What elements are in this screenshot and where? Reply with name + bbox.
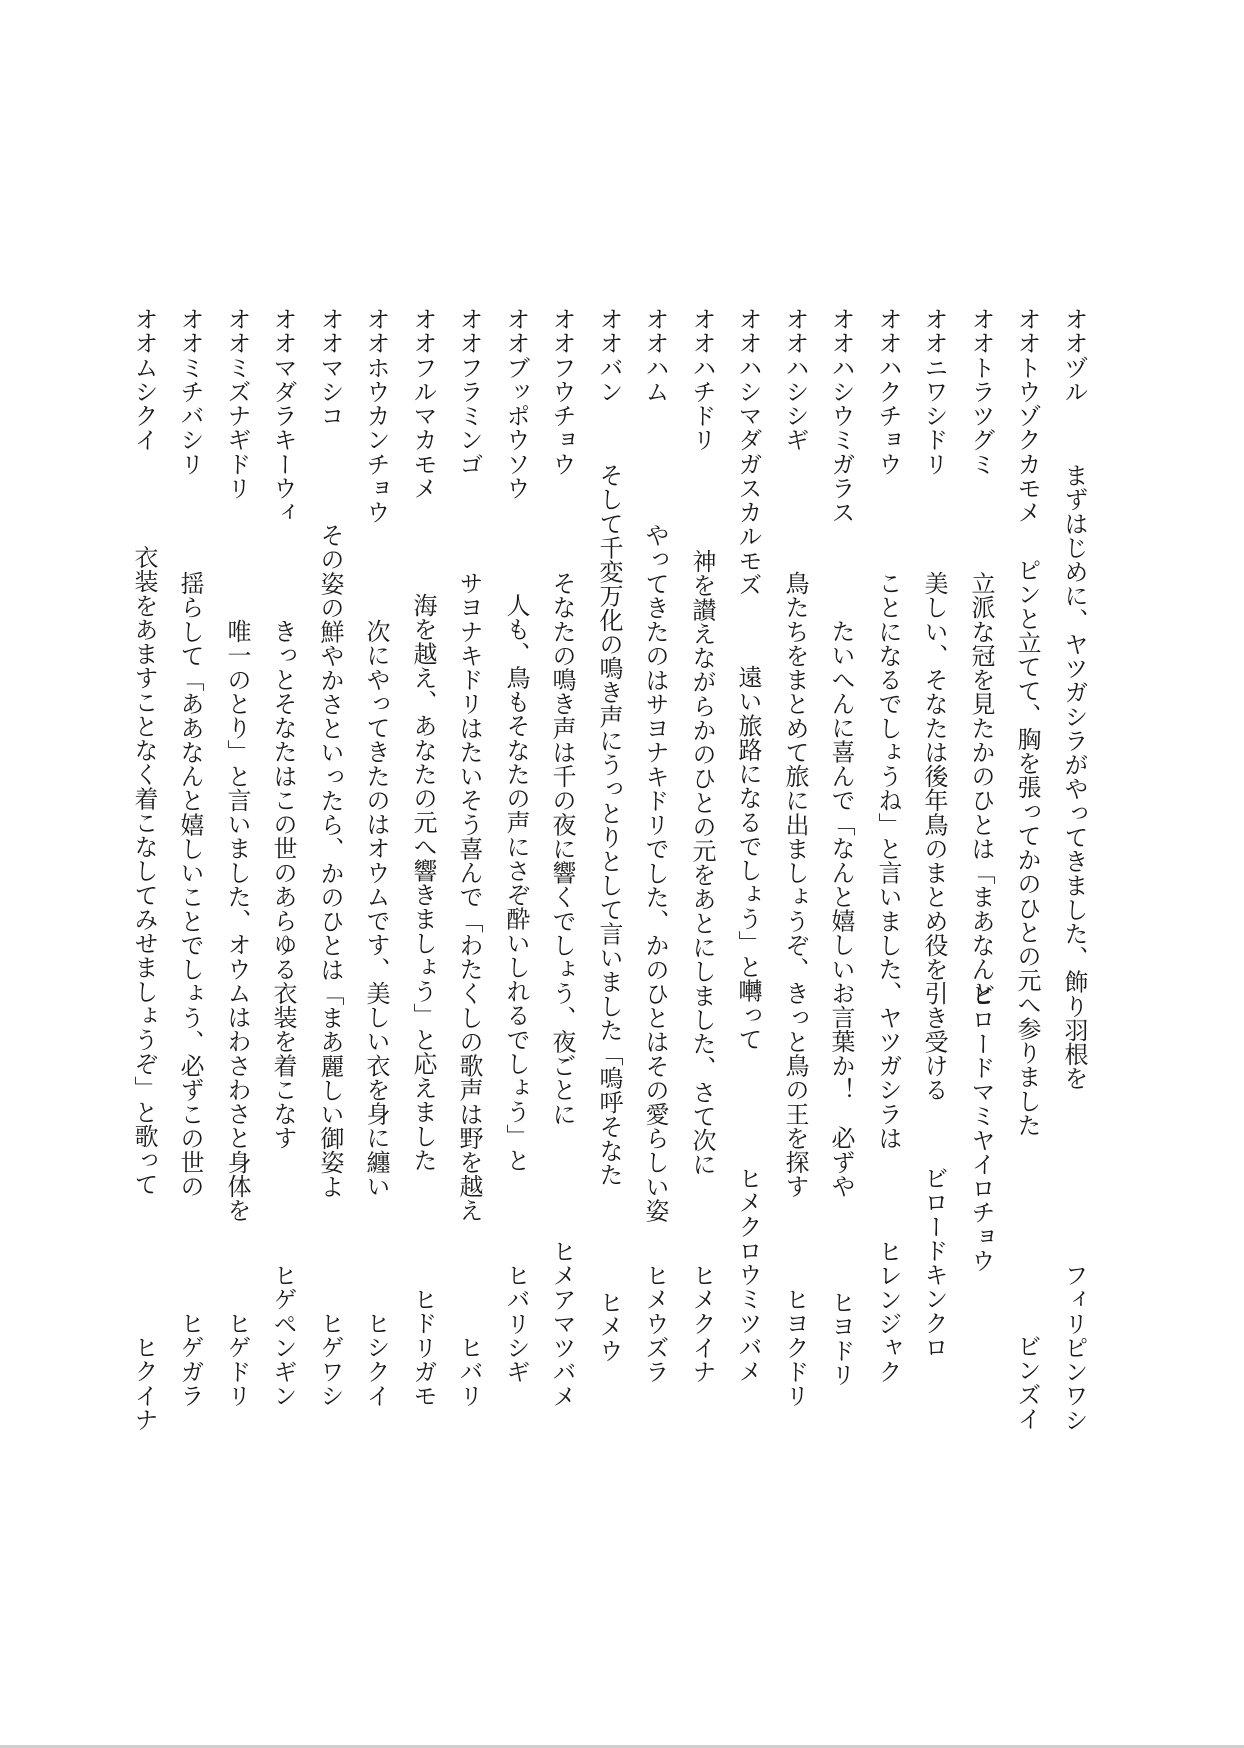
bird-name-footer: ヒゲワシ — [316, 1311, 344, 1408]
body-text: 鳥たちをまとめて旅に出ましょうぞ、きっと鳥の王を探す — [781, 571, 809, 1199]
body-text: 神を讃えながらかのひとの元をあとにしました、さて次に — [688, 549, 716, 1177]
bird-name-footer: ヒシクイ — [362, 1311, 390, 1408]
bird-name-footer: ヒメアマツバメ — [548, 1239, 576, 1408]
text-column — [504, 0, 550, 1748]
body-text: きっとそなたはこの世のあらゆる衣装を着こなす — [269, 619, 297, 1150]
bird-name-footer: ヒメクロウミツバメ — [734, 1166, 762, 1384]
text-column — [643, 0, 689, 1748]
bird-name-heading: オオハシウミガラス — [827, 307, 855, 525]
bird-name-heading: オオヅル — [1060, 307, 1088, 404]
body-text: 立派な冠を見たかのひとは「まあなんと — [967, 571, 995, 1006]
bird-name-footer: ヒゲドリ — [223, 1311, 251, 1408]
text-column — [1015, 0, 1061, 1748]
text-column — [411, 0, 457, 1748]
bird-name-footer: ヒメクイナ — [688, 1263, 716, 1384]
text-column — [132, 0, 178, 1748]
text-column — [550, 0, 596, 1748]
bird-name-footer: ヒメウ — [595, 1290, 623, 1363]
body-text: たいへんに喜んで「なんと嬉しいお言葉か！ 必ずや — [827, 619, 855, 1198]
bird-name-heading: オオニワシドリ — [920, 307, 948, 476]
bird-name-footer: ヒドリガモ — [409, 1287, 437, 1408]
body-text: やってきたのはサヨナキドリでした、かのひとはその愛らしい姿 — [641, 523, 669, 1223]
bird-name-heading: オオトウゾクカモメ — [1013, 307, 1041, 525]
bird-name-heading: オオハム — [641, 307, 669, 404]
text-column — [597, 0, 643, 1748]
text-column — [318, 0, 364, 1748]
bird-name-heading: オオフウチョウ — [548, 307, 576, 476]
bird-name-footer: ヒヨクドリ — [781, 1287, 809, 1408]
text-column — [225, 0, 271, 1748]
bird-name-footer: ヒゲガラ — [176, 1311, 204, 1408]
text-column — [969, 0, 1015, 1748]
bird-name-heading: オオフルマカモメ — [409, 307, 437, 500]
bird-name-heading: オオムシクイ — [130, 307, 158, 452]
text-column — [922, 0, 968, 1748]
text-column — [829, 0, 875, 1748]
text-column — [736, 0, 782, 1748]
text-column — [364, 0, 410, 1748]
text-column — [690, 0, 736, 1748]
body-text: まずはじめに、ヤツガシラがやってきました、飾り羽根を — [1060, 463, 1088, 1091]
bird-name-footer: ビロードマミヤイロチョウ — [967, 983, 995, 1273]
text-column — [271, 0, 317, 1748]
bird-name-heading: オオブッポウソウ — [502, 307, 530, 500]
bird-name-footer: ヒゲペンギン — [269, 1263, 297, 1408]
bird-name-heading: オオミズナギドリ — [223, 307, 251, 500]
bird-name-heading: オオハチドリ — [688, 307, 716, 452]
bird-name-footer: ヒメウズラ — [641, 1263, 669, 1384]
bird-name-footer: ヒバリ — [455, 1335, 483, 1408]
bird-name-heading: オオバン — [595, 307, 623, 404]
bird-name-heading: オオホウカンチョウ — [362, 307, 390, 525]
body-text: 揺らして「ああなんと嬉しいことでしょう、必ずこの世の — [176, 571, 204, 1199]
bird-name-heading: オオマダラキーウィ — [269, 307, 297, 525]
body-text: 人も、鳥もそなたの声にさぞ酔いしれるでしょう」と — [502, 593, 530, 1172]
body-text: 次にやってきたのはオウムです、美しい衣を身に纏い — [362, 619, 390, 1198]
body-text: 美しい、そなたは後年鳥のまとめ役を引き受ける — [920, 571, 948, 1102]
body-text: そして千変万化の鳴き声にうっとりとして言いました「嗚呼そなた — [595, 463, 623, 1187]
text-column — [783, 0, 829, 1748]
bird-name-footer: ヒバリシギ — [502, 1263, 530, 1384]
text-column — [1062, 0, 1108, 1748]
body-text: 遠い旅路になるでしょう」と囀って — [734, 665, 762, 1051]
body-text: 唯一のとり」と言いました、オウムはわさわさと身体を — [223, 619, 251, 1222]
body-text: 海を越え、あなたの元へ響きましょう」と応えました — [409, 593, 437, 1172]
bird-name-footer: ビロードキンクロ — [920, 1166, 948, 1359]
bird-name-heading: オオフラミンゴ — [455, 307, 483, 476]
body-text: 衣装をあますことなく着こなしてみせましょうぞ」と歌って — [130, 545, 158, 1197]
bird-name-footer: フィリピンワシ — [1060, 1263, 1088, 1432]
bird-name-heading: オオマシコ — [316, 307, 344, 428]
bird-name-heading: オオハシマダガスカルモズ — [734, 307, 762, 597]
body-text: そなたの鳴き声は千の夜に響くでしょう、夜ごとに — [548, 571, 576, 1126]
body-text: ことになるでしょうね」と言いました、ヤツガシラは — [874, 571, 902, 1150]
bird-name-heading: オオトラツグミ — [967, 307, 995, 476]
text-column — [876, 0, 922, 1748]
bird-name-footer: ヒクイナ — [130, 1335, 158, 1432]
bird-name-heading: オオハクチョウ — [874, 307, 902, 476]
bird-name-footer: ビンズイ — [1013, 1334, 1041, 1431]
bird-name-footer: ヒレンジャク — [874, 1239, 902, 1384]
bird-name-footer: ヒヨドリ — [827, 1290, 855, 1387]
text-column — [178, 0, 224, 1748]
body-text: サヨナキドリはたいそう喜んで「わたくしの歌声は野を越え — [455, 571, 483, 1223]
bird-name-heading: オオミチバシリ — [176, 307, 204, 476]
text-column — [457, 0, 503, 1748]
body-text: その姿の鮮やかさといったら、かのひとは「まあ麗しい御姿よ — [316, 523, 344, 1199]
body-text: ピンと立てて、胸を張ってかのひとの元へ参りました — [1013, 558, 1041, 1137]
bird-name-heading: オオハシシギ — [781, 307, 809, 452]
